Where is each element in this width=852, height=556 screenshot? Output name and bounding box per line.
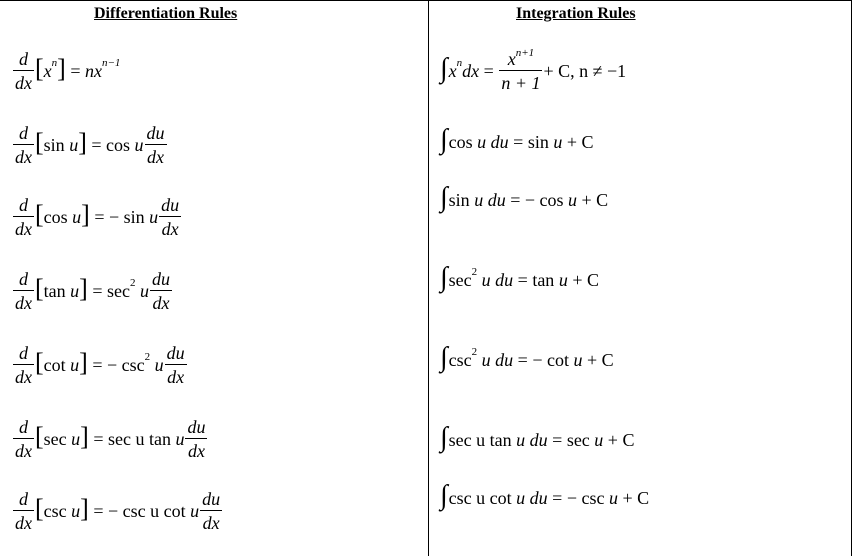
integral-sign: ∫ xyxy=(440,422,448,453)
int-sin-rule: ∫sin u du = − cos u + C xyxy=(440,182,609,213)
integral-sign: ∫ xyxy=(440,182,448,213)
integration-header: Integration Rules xyxy=(516,5,636,22)
int-sec2-rule: $\int\sec^2$ u du = tan u + C xyxy=(440,262,599,293)
int-sectan-rule: ∫sec u tan u du = sec u + C xyxy=(440,422,635,453)
int-power-rule: $\int x^ndx$ = $\frac{x^{n+1}}{n + 1}$ + C, n ≠ −1 xyxy=(440,47,627,93)
int-csc2-rule: $\int\csc^2$ u du = − cot u + C xyxy=(440,342,614,373)
column-divider xyxy=(428,0,429,556)
integral-sign: ∫ xyxy=(440,124,448,155)
diff-tan-rule: $\frac{d}{dx}$ [tan $u] = \sec^2 u$ $\frac{du}{dx}$ xyxy=(15,269,170,313)
diff-csc-rule: $\frac{d}{dx}$ [csc u] = − csc u cot u $\frac{du}{dx}$ xyxy=(15,489,221,533)
integral-sign: ∫ xyxy=(440,342,448,373)
differentiation-header: Differentiation Rules xyxy=(94,5,238,22)
diff-sec-rule: $\frac{d}{dx}$ [sec u] = sec u tan u $\frac{du}{dx}$ xyxy=(15,417,206,461)
diff-cos-rule: $\frac{d}{dx}$ [cos u] = − sin u $\frac{du}{dx}$ xyxy=(15,195,180,239)
top-border xyxy=(0,0,852,1)
integral-sign: ∫ xyxy=(440,262,448,293)
diff-power-rule: $\frac{d}{dx}$ $[x^n] = nx^{n-1}$ xyxy=(15,49,121,93)
integral-sign: ∫ xyxy=(440,53,448,84)
diff-sin-rule: $\frac{d}{dx}$ [sin u] = cos u $\frac{du}{dx}$ xyxy=(15,123,165,167)
int-csccot-rule: ∫csc u cot u du = − csc u + C xyxy=(440,480,650,511)
diff-cot-rule: $\frac{d}{dx}$ [cot u] = − $\csc^2 u$ $\frac{du}{dx}$ xyxy=(15,343,185,387)
int-cos-rule: ∫cos u du = sin u + C xyxy=(440,124,594,155)
integral-sign: ∫ xyxy=(440,480,448,511)
